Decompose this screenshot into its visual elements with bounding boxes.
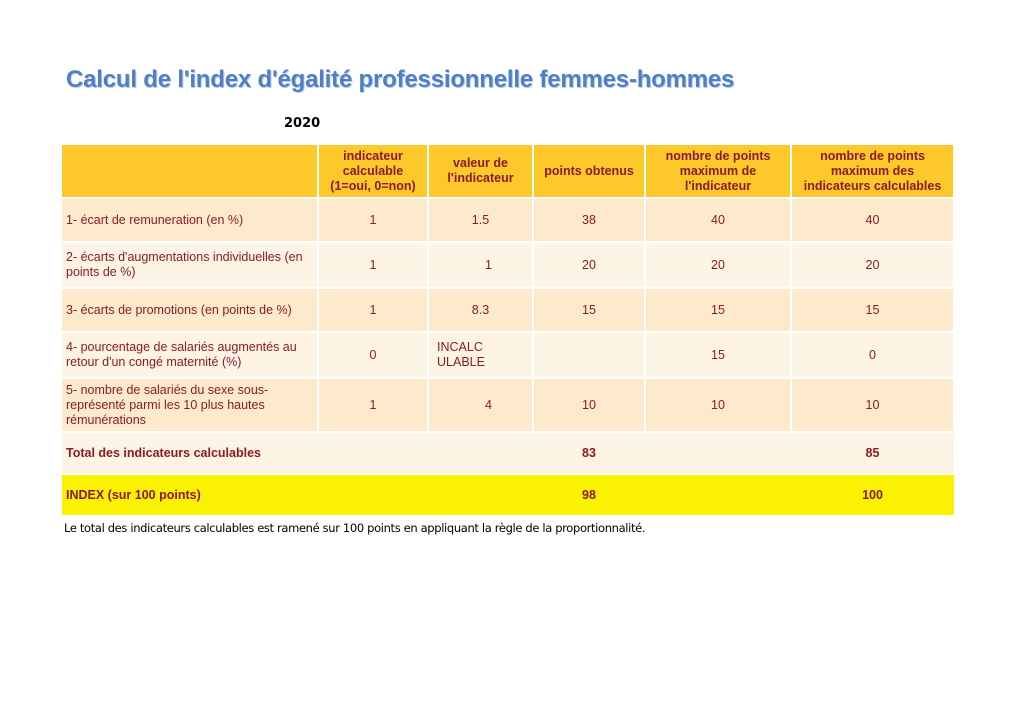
cell-calculable: 1: [318, 288, 428, 332]
cell-max-calculables: 40: [791, 198, 954, 242]
cell-max-indicateur: 15: [645, 332, 791, 378]
total-row: [62, 432, 954, 474]
row-label: 2- écarts d'augmentations individuelles (en points de %): [62, 242, 318, 288]
header-empty: [62, 145, 318, 198]
cell-points: 20: [533, 242, 645, 288]
cell-max-indicateur: 40: [645, 198, 791, 242]
cell-valeur: 1.5: [428, 198, 533, 242]
table-row: [62, 288, 954, 332]
index-points: 98: [533, 474, 645, 516]
year-label: 2020: [284, 116, 321, 131]
cell-max-calculables: 10: [791, 378, 954, 432]
index-table: [62, 145, 955, 517]
row-label: 1- écart de remuneration (en %): [62, 198, 318, 242]
total-label: Total des indicateurs calculables: [62, 432, 533, 474]
header-valeur: valeur de l'indicateur: [428, 145, 533, 198]
total-points: 83: [533, 432, 645, 474]
cell-valeur: 8.3: [428, 288, 533, 332]
cell-points: [533, 332, 645, 378]
header-max-calculables: nombre de points maximum des indicateurs calculables: [791, 145, 954, 198]
row-label: 5- nombre de salariés du sexe sous-représenté parmi les 10 plus hautes rémunérations: [62, 378, 318, 432]
row-label: 4- pourcentage de salariés augmentés au retour d'un congé maternité (%): [62, 332, 318, 378]
row-label: 3- écarts de promotions (en points de %): [62, 288, 318, 332]
index-row: [62, 474, 954, 516]
table-row: [62, 198, 954, 242]
cell-max-indicateur: 10: [645, 378, 791, 432]
total-max: 85: [791, 432, 954, 474]
index-label: INDEX (sur 100 points): [62, 474, 533, 516]
cell-points: 38: [533, 198, 645, 242]
footnote: Le total des indicateurs calculables est ramené sur 100 points en appliquant la règle de la proportionnalité.: [64, 521, 646, 535]
cell-calculable: 0: [318, 332, 428, 378]
table-row: [62, 332, 954, 378]
cell-valeur: 1: [428, 242, 533, 288]
cell-max-indicateur: 20: [645, 242, 791, 288]
cell-valeur: INCALC ULABLE: [428, 332, 533, 378]
cell-points: 10: [533, 378, 645, 432]
cell-calculable: 1: [318, 378, 428, 432]
header-max-indicateur: nombre de points maximum de l'indicateur: [645, 145, 791, 198]
cell-points: 15: [533, 288, 645, 332]
index-max: 100: [791, 474, 954, 516]
total-empty: [645, 432, 791, 474]
cell-max-indicateur: 15: [645, 288, 791, 332]
header-row: [62, 145, 954, 198]
cell-calculable: 1: [318, 242, 428, 288]
table-row: [62, 378, 954, 432]
index-empty: [645, 474, 791, 516]
table-row: [62, 242, 954, 288]
header-calculable: indicateur calculable (1=oui, 0=non): [318, 145, 428, 198]
page-title: Calcul de l'index d'égalité professionnelle femmes-hommes: [66, 66, 735, 93]
cell-calculable: 1: [318, 198, 428, 242]
cell-valeur: 4: [428, 378, 533, 432]
cell-max-calculables: 20: [791, 242, 954, 288]
cell-max-calculables: 0: [791, 332, 954, 378]
header-points: points obtenus: [533, 145, 645, 198]
cell-max-calculables: 15: [791, 288, 954, 332]
